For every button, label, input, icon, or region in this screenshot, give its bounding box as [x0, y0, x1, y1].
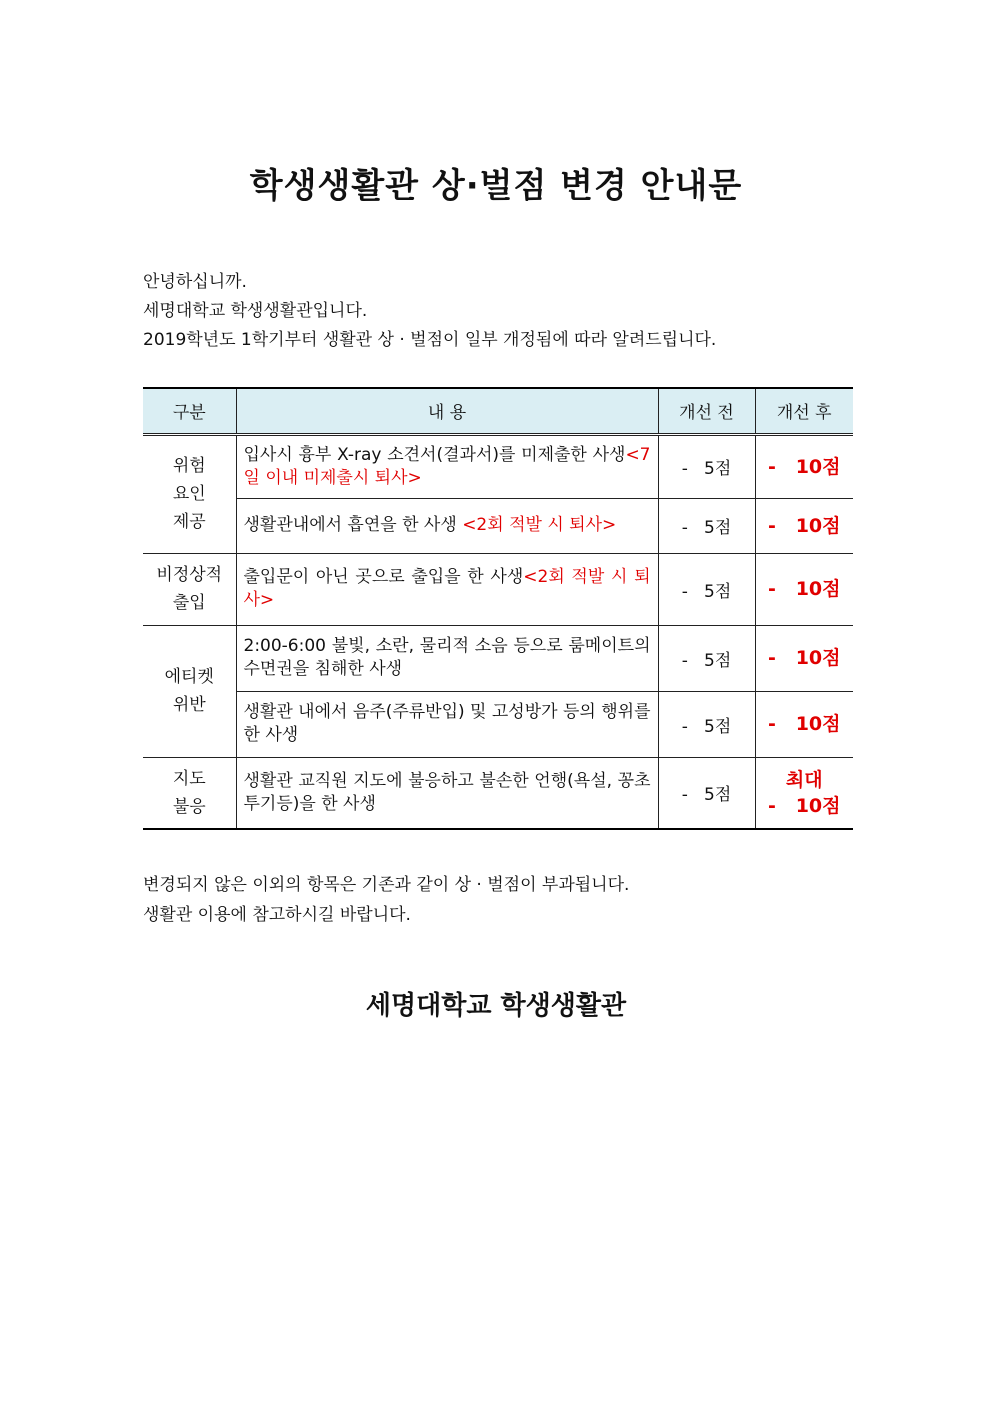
- table-row: [143, 553, 853, 625]
- category-cell: [143, 757, 236, 829]
- table-row: [143, 498, 853, 553]
- points-before: - 5점: [658, 498, 755, 553]
- content-cell: [236, 691, 658, 757]
- table-row: [143, 691, 853, 757]
- table-body: [143, 434, 853, 829]
- header-content: 내 용: [236, 388, 658, 434]
- violation-text: 출입문이 아닌 곳으로 출입을 한 사생: [243, 567, 524, 587]
- points-after: - 10점: [755, 691, 853, 757]
- content-cell: [236, 553, 658, 625]
- violation-text: 2:00-6:00 불빛, 소란, 물리적 소음 등으로 룸메이트의 수면권을 침해한 사생: [243, 636, 651, 679]
- points-after: - 10점: [755, 625, 853, 691]
- content-cell: [236, 498, 658, 553]
- points-after: 최대 - 10점: [755, 757, 853, 829]
- closing-paragraph: [143, 870, 629, 930]
- category-label: 비정상적 출입: [156, 565, 223, 613]
- violation-text: 생활관내에서 흡연을 한 사생: [243, 515, 463, 535]
- signature: 세명대학교 학생생활관: [365, 991, 627, 1021]
- points-before: - 5점: [658, 625, 755, 691]
- category-label: 위험 요인 제공: [172, 456, 206, 532]
- intro-line-greeting: 안녕하십니까.: [143, 272, 247, 292]
- page-title: 학생생활관 상·벌점 변경 안내문: [249, 166, 743, 206]
- points-after: - 10점: [755, 434, 853, 498]
- points-before: - 5점: [658, 553, 755, 625]
- closing-line-notice: 변경되지 않은 이외의 항목은 기존과 같이 상 · 벌점이 부과됩니다.: [143, 875, 630, 895]
- intro-line-purpose: 2019학년도 1학기부터 생활관 상 · 벌점이 일부 개정됨에 따라 알려드립니다.: [143, 330, 717, 350]
- eviction-note: <7일 이내 미제출시 퇴사>: [243, 444, 651, 488]
- header-category: 구분: [143, 388, 236, 434]
- eviction-note: <2회 적발 시 퇴사>: [462, 515, 617, 535]
- category-cell: [143, 434, 236, 553]
- table-row: [143, 625, 853, 691]
- category-cell: [143, 553, 236, 625]
- intro-paragraph: [143, 268, 716, 355]
- content-cell: [236, 434, 658, 498]
- violation-text: 생활관 교직원 지도에 불응하고 불손한 언행(욕설, 꽁초 투기등)을 한 사생: [243, 770, 651, 814]
- violation-text: 생활관 내에서 음주(주류반입) 및 고성방가 등의 행위를 한 사생: [243, 702, 651, 745]
- category-label: 지도 불응: [172, 768, 206, 817]
- intro-line-sender: 세명대학교 학생생활관입니다.: [143, 301, 368, 321]
- table-header-row: [143, 388, 853, 434]
- table-row: [143, 434, 853, 498]
- content-cell: [236, 625, 658, 691]
- closing-line-request: 생활관 이용에 참고하시길 바랍니다.: [143, 905, 411, 925]
- eviction-note: <2회 적발 시 퇴사>: [243, 567, 651, 610]
- category-label: 에티켓 위반: [164, 667, 214, 715]
- points-after: - 10점: [755, 498, 853, 553]
- points-before: - 5점: [658, 434, 755, 498]
- points-before: - 5점: [658, 757, 755, 829]
- points-after: - 10점: [755, 553, 853, 625]
- header-before: 개선 전: [658, 388, 755, 434]
- category-cell: [143, 625, 236, 757]
- header-after: 개선 후: [755, 388, 853, 434]
- points-before: - 5점: [658, 691, 755, 757]
- content-cell: [236, 757, 658, 829]
- table-row: [143, 757, 853, 829]
- violation-text: 입사시 흉부 X-ray 소견서(결과서)를 미제출한 사생: [243, 444, 626, 465]
- penalty-change-table: [143, 387, 853, 830]
